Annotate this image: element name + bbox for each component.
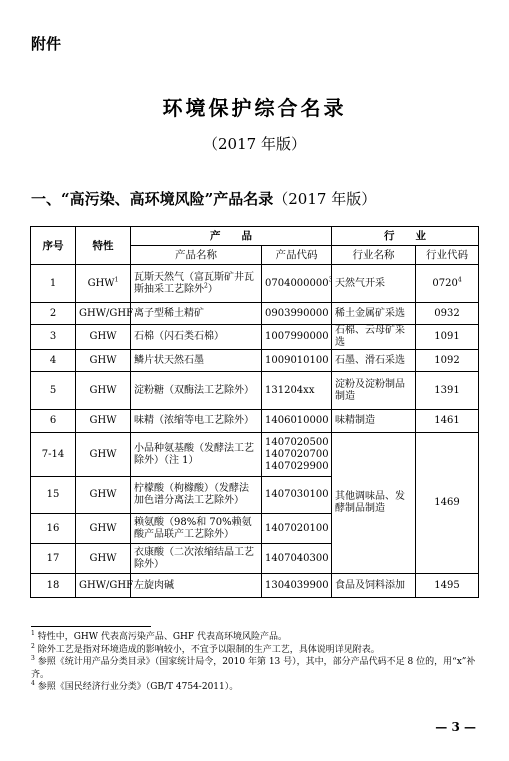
section-heading-year: （2017 年版） [273,190,377,208]
header-product-code: 产品代码 [262,246,332,265]
section-heading-text: 一、“高污染、高环境风险”产品名录 [31,190,274,208]
cell-product-name: 味精（浓缩等电工艺除外） [131,410,262,433]
cell-product-code: 1304039900 [262,574,332,598]
table-row [31,350,479,372]
header-product-name: 产品名称 [131,246,262,265]
cell-product-code: 1407020100 [262,514,332,544]
product-code-line: 1407020700 [265,448,329,460]
cell-feature: GHW [76,477,131,514]
footnote-item: $^1$ 特性中，GHW 代表高污染产品、GHF 代表高环境风险产品。 [31,630,287,642]
table-row [31,574,479,598]
product-code-line: 1407029900 [265,460,329,472]
table-row [31,303,479,325]
header-seq: 序号 [31,227,76,265]
cell-industry-name-merged: 其他调味品、发酵制品制造 [332,433,416,574]
cell-product-name: 左旋肉碱 [131,574,262,598]
cell-product-name: 瓦斯天然气（富瓦斯矿井瓦斯抽采工艺除外$^2$） [131,265,262,303]
cell-industry-name: 稀土金属矿采选 [332,303,416,325]
cell-feature: GHW [76,544,131,574]
cell-product-code: 0704000000$^3$ [262,265,332,303]
footnote-item: $^4$ 参照《国民经济行业分类》（GB/T 4754-2011）。 [31,680,239,692]
cell-seq: 4 [31,350,76,372]
product-code-line: 1407020500 [265,436,329,448]
cell-industry-name: 石墨、滑石采选 [332,350,416,372]
table-row [31,433,479,477]
annex-label: 附件 [31,35,62,53]
table-row [31,325,479,350]
cell-product-code [262,433,332,477]
cell-feature: GHW/GHF [76,303,131,325]
header-industry-name: 行业名称 [332,246,416,265]
header-industry-code: 行业代码 [416,246,479,265]
footnote-item: $^3$ 参照《统计用产品分类目录》（国家统计局令，2010 年第 13 号），其中，部分产品代码不足 8 位的，用“x”补齐。 [31,655,476,680]
table-row [31,265,479,303]
footnote-item: $^2$ 除外工艺是指对环境造成的影响较小，不宜予以限制的生产工艺，具体说明详见附表。 [31,642,380,655]
cell-industry-code-merged: 1469 [416,433,479,574]
cell-feature: GHW [76,433,131,477]
cell-seq: 6 [31,410,76,433]
header-feature: 特性 [76,227,131,265]
footnote-divider [31,626,151,627]
table-header-row [31,227,479,246]
cell-seq: 7-14 [31,433,76,477]
cell-industry-code: 1461 [416,410,479,433]
cell-product-code: 1009010100 [262,350,332,372]
header-industry-group: 行 业 [332,227,479,246]
table-row [31,410,479,433]
header-product-group: 产 品 [131,227,332,246]
cell-industry-name: 淀粉及淀粉制品制造 [332,372,416,410]
cell-feature: GHW/GHF [76,574,131,598]
cell-industry-code: 1391 [416,372,479,410]
section-heading [31,188,376,209]
cell-seq: 2 [31,303,76,325]
cell-seq: 16 [31,514,76,544]
cell-industry-code: 0720$^4$ [416,265,479,303]
cell-product-code: 0903990000 [262,303,332,325]
cell-industry-name: 味精制造 [332,410,416,433]
footnotes [31,631,481,694]
cell-product-name: 赖氨酸（98%和 70%赖氨酸产品联产工艺除外） [131,514,262,544]
cell-industry-name: 石棉、云母矿采选 [332,325,416,350]
cell-product-name: 离子型稀土精矿 [131,303,262,325]
cell-product-name: 衣康酸（二次浓缩结晶工艺除外） [131,544,262,574]
cell-product-code: 1407030100 [262,477,332,514]
cell-product-name: 石棉（闪石类石棉） [131,325,262,350]
cell-product-name: 柠檬酸（枸橼酸）（发酵法加色谱分离法工艺除外） [131,477,262,514]
cell-industry-code: 1091 [416,325,479,350]
cell-seq: 17 [31,544,76,574]
cell-product-code: 1007990000 [262,325,332,350]
cell-seq: 15 [31,477,76,514]
cell-feature: GHW [76,372,131,410]
cell-seq: 3 [31,325,76,350]
cell-industry-name: 天然气开采 [332,265,416,303]
cell-feature: GHW [76,325,131,350]
cell-seq: 5 [31,372,76,410]
page-number: — 3 — [435,720,476,734]
cell-feature: GHW [76,410,131,433]
cell-seq: 1 [31,265,76,303]
cell-product-name: 淀粉糖（双酶法工艺除外） [131,372,262,410]
cell-product-name: 鳞片状天然石墨 [131,350,262,372]
cell-seq: 18 [31,574,76,598]
cell-feature: GHW [76,514,131,544]
cell-industry-code: 0932 [416,303,479,325]
document-subtitle: （2017 年版） [203,135,306,153]
cell-product-name: 小品种氨基酸（发酵法工艺除外）（注 1） [131,433,262,477]
cell-product-code: 1406010000 [262,410,332,433]
cell-feature: GHW$^1$ [76,265,131,303]
cell-product-code: 131204xx [262,372,332,410]
document-title: 环境保护综合名录 [162,96,347,120]
table-row [31,372,479,410]
cell-industry-code: 1495 [416,574,479,598]
cell-industry-name: 食品及饲料添加 [332,574,416,598]
cell-product-code: 1407040300 [262,544,332,574]
cell-industry-code: 1092 [416,350,479,372]
cell-feature: GHW [76,350,131,372]
product-list-table [30,226,479,598]
